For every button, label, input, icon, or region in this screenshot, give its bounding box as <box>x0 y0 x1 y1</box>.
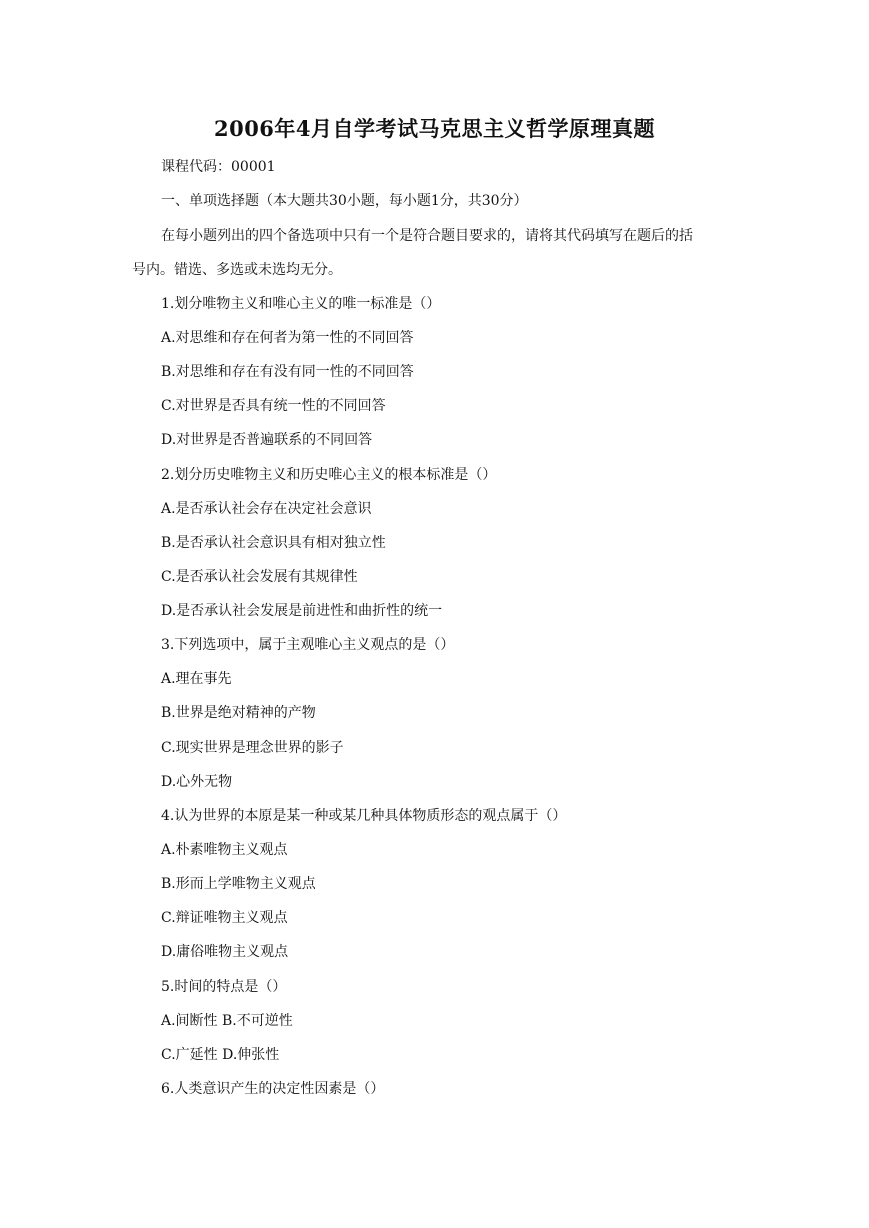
question-5-options-cd: C.广延性 D.伸张性 <box>161 1047 280 1063</box>
question-4-stem: 4.认为世界的本原是某一种或某几种具体物质形态的观点属于（） <box>161 808 567 824</box>
question-3-option-b: B.世界是绝对精神的产物 <box>161 705 316 721</box>
question-2-option-d: D.是否承认社会发展是前进性和曲折性的统一 <box>161 603 443 619</box>
question-1-option-a: A.对思维和存在何者为第一性的不同回答 <box>161 330 414 346</box>
instructions-line-2: 号内。错选、多选或未选均无分。 <box>132 262 342 278</box>
question-6-stem: 6.人类意识产生的决定性因素是（） <box>161 1081 385 1097</box>
question-1-stem: 1.划分唯物主义和唯心主义的唯一标准是（） <box>161 296 441 312</box>
question-3-stem: 3.下列选项中，属于主观唯心主义观点的是（） <box>161 637 455 653</box>
question-4-option-a: A.朴素唯物主义观点 <box>161 842 288 858</box>
question-4-option-d: D.庸俗唯物主义观点 <box>161 944 289 960</box>
question-4-option-b: B.形而上学唯物主义观点 <box>161 876 316 892</box>
question-1-option-c: C.对世界是否具有统一性的不同回答 <box>161 398 386 414</box>
question-2-option-a: A.是否承认社会存在决定社会意识 <box>161 501 372 517</box>
page-title: 2006年4月自学考试马克思主义哲学原理真题 <box>213 116 656 141</box>
question-3-option-c: C.现实世界是理念世界的影子 <box>161 740 344 756</box>
section-heading: 一、单项选择题（本大题共30小题，每小题1分，共30分） <box>161 193 528 209</box>
question-2-option-c: C.是否承认社会发展有其规律性 <box>161 569 358 585</box>
question-2-option-b: B.是否承认社会意识具有相对独立性 <box>161 535 386 551</box>
question-4-option-c: C.辩证唯物主义观点 <box>161 910 288 926</box>
instructions-line-1: 在每小题列出的四个备选项中只有一个是符合题目要求的，请将其代码填写在题后的括 <box>161 228 693 244</box>
question-5-options-ab: A.间断性 B.不可逆性 <box>161 1013 293 1029</box>
question-3-option-a: A.理在事先 <box>161 671 232 687</box>
question-1-option-d: D.对世界是否普遍联系的不同回答 <box>161 432 373 448</box>
question-2-stem: 2.划分历史唯物主义和历史唯心主义的根本标准是（） <box>161 467 497 483</box>
question-5-stem: 5.时间的特点是（） <box>161 979 287 995</box>
course-code: 课程代码：00001 <box>161 159 276 175</box>
question-1-option-b: B.对思维和存在有没有同一性的不同回答 <box>161 364 414 380</box>
question-3-option-d: D.心外无物 <box>161 774 233 790</box>
